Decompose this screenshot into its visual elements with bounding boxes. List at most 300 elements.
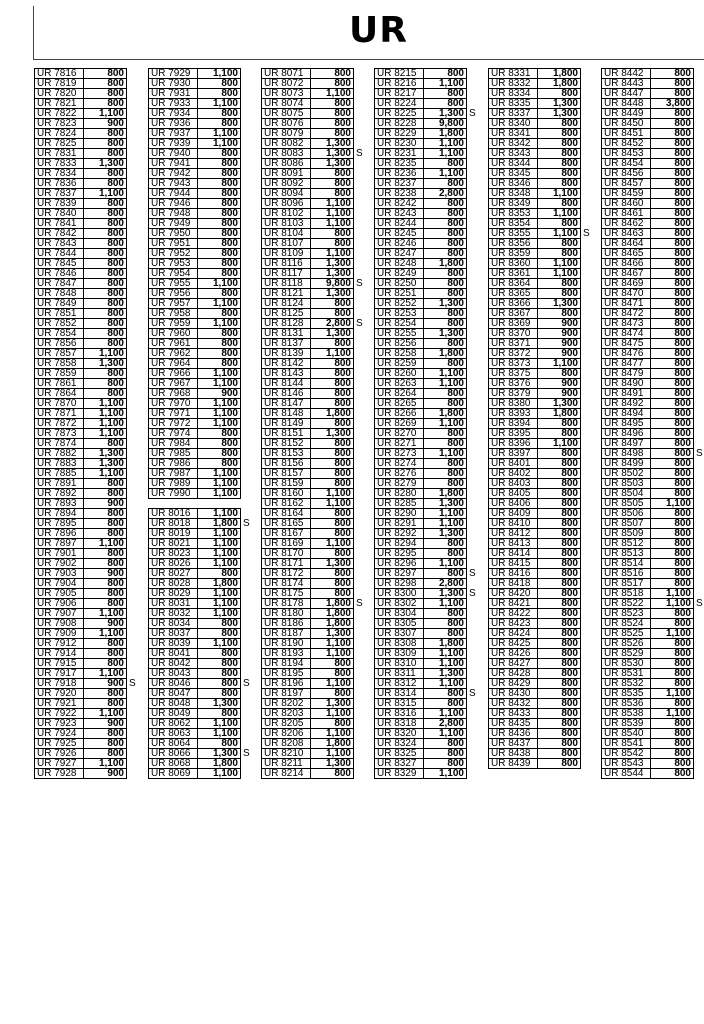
table-row <box>375 689 477 699</box>
item-code: UR 8541 <box>602 739 651 749</box>
item-flag <box>127 729 137 739</box>
item-flag <box>241 689 250 699</box>
item-flag <box>241 709 250 719</box>
item-price: 800 <box>651 289 694 299</box>
table-row <box>489 249 591 259</box>
item-code: UR 7908 <box>35 619 84 629</box>
item-flag: S <box>469 568 476 579</box>
item-code: UR 8430 <box>489 689 538 699</box>
table-row <box>149 689 250 699</box>
item-code: UR 7870 <box>35 399 84 409</box>
item-price: 800 <box>311 659 354 669</box>
table-row <box>262 99 364 109</box>
table-row <box>262 579 364 589</box>
item-flag <box>467 669 477 679</box>
item-code: UR 8086 <box>262 159 311 169</box>
item-code: UR 8032 <box>149 609 198 619</box>
item-flag <box>581 359 591 369</box>
item-flag <box>241 209 250 219</box>
item-flag <box>581 679 591 689</box>
table-row <box>149 509 250 519</box>
item-price: 800 <box>651 469 694 479</box>
table-row <box>602 669 704 679</box>
table-row <box>262 269 364 279</box>
table-row <box>489 429 591 439</box>
item-flag <box>354 659 364 669</box>
item-code: UR 8152 <box>262 439 311 449</box>
item-price: 800 <box>651 189 694 199</box>
item-flag <box>694 489 704 499</box>
table-row <box>35 539 137 549</box>
item-code: UR 7929 <box>149 69 198 79</box>
table-row <box>262 489 364 499</box>
item-code: UR 8310 <box>375 659 424 669</box>
item-price: 1,100 <box>651 599 694 609</box>
item-code: UR 8238 <box>375 189 424 199</box>
item-price: 800 <box>198 339 241 349</box>
table-row <box>375 109 477 119</box>
item-price: 800 <box>424 289 467 299</box>
item-price: 800 <box>651 439 694 449</box>
item-flag <box>354 389 364 399</box>
table-row <box>262 129 364 139</box>
item-flag <box>581 579 591 589</box>
item-code: UR 7924 <box>35 729 84 739</box>
item-price: 800 <box>651 349 694 359</box>
item-price: 800 <box>311 569 354 579</box>
table-row <box>602 739 704 749</box>
table-row <box>489 659 591 669</box>
table-row <box>375 749 477 759</box>
table-row <box>149 759 250 769</box>
item-price: 800 <box>198 329 241 339</box>
item-code: UR 8149 <box>262 419 311 429</box>
price-column <box>261 68 364 779</box>
item-code: UR 8016 <box>149 509 198 519</box>
item-price: 800 <box>84 389 127 399</box>
item-flag <box>241 109 250 119</box>
item-code: UR 8475 <box>602 339 651 349</box>
table-row <box>489 559 591 569</box>
item-price: 1,100 <box>424 379 467 389</box>
item-flag <box>127 259 137 269</box>
item-code: UR 8477 <box>602 359 651 369</box>
item-code: UR 8156 <box>262 459 311 469</box>
item-flag <box>241 399 250 409</box>
item-price: 1,300 <box>311 159 354 169</box>
item-price: 800 <box>424 569 467 579</box>
item-price: 800 <box>538 509 581 519</box>
item-flag <box>354 619 364 629</box>
item-flag <box>127 499 137 509</box>
item-code: UR 8353 <box>489 209 538 219</box>
item-code: UR 7925 <box>35 739 84 749</box>
item-flag: S <box>243 678 250 689</box>
table-row <box>489 709 591 719</box>
table-row <box>602 749 704 759</box>
table-row <box>489 639 591 649</box>
table-row <box>375 649 477 659</box>
item-flag <box>581 539 591 549</box>
item-price: 800 <box>84 269 127 279</box>
item-code: UR 8471 <box>602 299 651 309</box>
item-code: UR 7816 <box>35 69 84 79</box>
table-row <box>149 209 250 219</box>
item-price: 1,300 <box>424 109 467 119</box>
item-flag <box>241 469 250 479</box>
item-price: 800 <box>651 739 694 749</box>
item-code: UR 7833 <box>35 159 84 169</box>
item-price: 800 <box>84 729 127 739</box>
table-row <box>35 89 137 99</box>
item-code: UR 8443 <box>602 79 651 89</box>
table-row <box>489 399 591 409</box>
item-price: 800 <box>311 309 354 319</box>
item-price: 800 <box>538 129 581 139</box>
item-code: UR 8294 <box>375 539 424 549</box>
item-code: UR 8308 <box>375 639 424 649</box>
table-row <box>262 89 364 99</box>
item-price: 800 <box>198 439 241 449</box>
item-code: UR 8526 <box>602 639 651 649</box>
item-price: 800 <box>538 219 581 229</box>
item-code: UR 8271 <box>375 439 424 449</box>
table-row <box>489 619 591 629</box>
item-code: UR 7892 <box>35 489 84 499</box>
table-row <box>262 229 364 239</box>
item-code: UR 8029 <box>149 589 198 599</box>
table-row <box>262 119 364 129</box>
item-code: UR 8422 <box>489 609 538 619</box>
table-row <box>35 619 137 629</box>
table-row <box>375 149 477 159</box>
item-code: UR 8102 <box>262 209 311 219</box>
item-flag <box>354 699 364 709</box>
item-code: UR 8291 <box>375 519 424 529</box>
item-price: 800 <box>84 229 127 239</box>
item-code: UR 8304 <box>375 609 424 619</box>
item-code: UR 8018 <box>149 519 198 529</box>
item-code: UR 8424 <box>489 629 538 639</box>
table-row <box>149 559 250 569</box>
item-price: 1,100 <box>311 539 354 549</box>
item-code: UR 8137 <box>262 339 311 349</box>
item-price: 1,100 <box>424 519 467 529</box>
table-row <box>35 509 137 519</box>
item-price: 1,100 <box>311 639 354 649</box>
item-flag <box>241 429 250 439</box>
item-flag <box>581 189 591 199</box>
price-table <box>148 68 250 779</box>
item-flag <box>127 129 137 139</box>
item-code: UR 7946 <box>149 199 198 209</box>
item-flag <box>241 159 250 169</box>
item-price: 1,100 <box>84 349 127 359</box>
item-code: UR 7872 <box>35 419 84 429</box>
item-flag <box>241 729 250 739</box>
table-row <box>375 159 477 169</box>
item-flag <box>241 759 250 769</box>
item-code: UR 8248 <box>375 259 424 269</box>
table-row <box>602 159 704 169</box>
table-row <box>489 469 591 479</box>
item-price: 1,100 <box>651 629 694 639</box>
item-flag: S <box>583 228 590 239</box>
item-code: UR 7831 <box>35 149 84 159</box>
item-code: UR 8309 <box>375 649 424 659</box>
item-price: 800 <box>198 709 241 719</box>
item-code: UR 7841 <box>35 219 84 229</box>
item-price: 1,800 <box>424 259 467 269</box>
item-flag <box>354 199 364 209</box>
table-row <box>262 719 364 729</box>
item-flag <box>467 499 477 509</box>
item-price: 800 <box>651 539 694 549</box>
item-price: 1,800 <box>311 409 354 419</box>
item-price: 9,800 <box>424 119 467 129</box>
table-row <box>375 379 477 389</box>
item-code: UR 8225 <box>375 109 424 119</box>
item-flag <box>694 149 704 159</box>
item-price: 1,100 <box>424 369 467 379</box>
item-flag <box>694 219 704 229</box>
item-flag <box>581 569 591 579</box>
item-flag <box>467 339 477 349</box>
item-flag <box>467 769 477 779</box>
item-price: 1,300 <box>424 669 467 679</box>
item-price: 1,300 <box>311 259 354 269</box>
item-code: UR 8300 <box>375 589 424 599</box>
item-flag <box>127 529 137 539</box>
item-price: 900 <box>538 339 581 349</box>
table-row <box>602 389 704 399</box>
item-flag <box>581 139 591 149</box>
item-price: 1,100 <box>198 639 241 649</box>
item-price: 800 <box>424 619 467 629</box>
item-flag <box>241 169 250 179</box>
table-row <box>35 499 137 509</box>
item-code: UR 8251 <box>375 289 424 299</box>
item-price: 800 <box>311 589 354 599</box>
item-price: 1,100 <box>651 589 694 599</box>
item-price: 900 <box>538 389 581 399</box>
item-flag <box>241 249 250 259</box>
item-code: UR 8244 <box>375 219 424 229</box>
table-row <box>149 679 250 689</box>
table-row <box>262 169 364 179</box>
table-row <box>35 159 137 169</box>
table-row <box>149 549 250 559</box>
item-flag <box>354 739 364 749</box>
item-code: UR 7861 <box>35 379 84 389</box>
item-price: 800 <box>424 179 467 189</box>
item-flag <box>467 289 477 299</box>
table-row <box>35 719 137 729</box>
item-code: UR 8380 <box>489 399 538 409</box>
table-row <box>602 479 704 489</box>
item-flag <box>467 439 477 449</box>
table-row <box>35 339 137 349</box>
table-row <box>489 309 591 319</box>
table-row <box>375 589 477 599</box>
item-code: UR 8532 <box>602 679 651 689</box>
table-row <box>262 529 364 539</box>
item-price: 800 <box>651 209 694 219</box>
item-flag <box>694 239 704 249</box>
table-row <box>35 679 137 689</box>
item-price: 800 <box>198 169 241 179</box>
item-code: UR 8186 <box>262 619 311 629</box>
table-row <box>149 479 250 489</box>
item-code: UR 8525 <box>602 629 651 639</box>
table-row <box>262 569 364 579</box>
table-row <box>602 89 704 99</box>
table-row <box>262 79 364 89</box>
table-row <box>489 759 591 769</box>
item-price: 1,300 <box>311 429 354 439</box>
item-flag <box>127 319 137 329</box>
table-row <box>262 359 364 369</box>
table-row <box>262 379 364 389</box>
item-flag <box>694 429 704 439</box>
item-price: 800 <box>84 479 127 489</box>
item-code: UR 8432 <box>489 699 538 709</box>
item-code: UR 8428 <box>489 669 538 679</box>
item-code: UR 8068 <box>149 759 198 769</box>
item-price: 800 <box>538 669 581 679</box>
item-price: 900 <box>84 569 127 579</box>
table-row <box>262 659 364 669</box>
item-price: 800 <box>424 209 467 219</box>
table-row <box>262 279 364 289</box>
item-price: 800 <box>311 519 354 529</box>
item-price: 1,300 <box>311 559 354 569</box>
item-price: 1,100 <box>198 369 241 379</box>
item-code: UR 7891 <box>35 479 84 489</box>
item-price: 1,100 <box>424 599 467 609</box>
item-code: UR 8165 <box>262 519 311 529</box>
item-code: UR 8104 <box>262 229 311 239</box>
table-row <box>602 529 704 539</box>
item-price: 800 <box>538 739 581 749</box>
item-price: 800 <box>198 259 241 269</box>
item-code: UR 8197 <box>262 689 311 699</box>
item-price: 800 <box>651 409 694 419</box>
item-flag <box>241 479 250 489</box>
table-row <box>602 359 704 369</box>
table-row <box>602 709 704 719</box>
item-price: 1,100 <box>198 379 241 389</box>
item-flag <box>694 469 704 479</box>
item-price: 800 <box>424 759 467 769</box>
item-flag <box>241 359 250 369</box>
table-row <box>489 489 591 499</box>
item-price: 900 <box>538 329 581 339</box>
table-row <box>602 79 704 89</box>
item-flag <box>354 369 364 379</box>
item-price: 800 <box>651 699 694 709</box>
item-flag <box>467 319 477 329</box>
item-price: 800 <box>311 69 354 79</box>
item-flag <box>467 139 477 149</box>
table-row <box>149 179 250 189</box>
item-code: UR 8465 <box>602 249 651 259</box>
item-code: UR 8396 <box>489 439 538 449</box>
item-flag <box>127 629 137 639</box>
item-code: UR 8436 <box>489 729 538 739</box>
item-flag <box>694 329 704 339</box>
item-flag <box>354 239 364 249</box>
item-price: 800 <box>84 489 127 499</box>
item-code: UR 8043 <box>149 669 198 679</box>
table-row <box>489 339 591 349</box>
table-row <box>262 549 364 559</box>
table-row <box>262 599 364 609</box>
item-flag <box>467 619 477 629</box>
item-price: 1,100 <box>424 679 467 689</box>
item-price: 800 <box>651 559 694 569</box>
item-flag: S <box>243 748 250 759</box>
item-flag <box>354 479 364 489</box>
table-row <box>489 229 591 239</box>
item-code: UR 7967 <box>149 379 198 389</box>
table-row <box>35 169 137 179</box>
item-flag <box>694 419 704 429</box>
item-code: UR 7939 <box>149 139 198 149</box>
item-code: UR 8116 <box>262 259 311 269</box>
table-row <box>375 369 477 379</box>
item-code: UR 8509 <box>602 529 651 539</box>
item-code: UR 8107 <box>262 239 311 249</box>
item-flag <box>241 179 250 189</box>
item-code: UR 8214 <box>262 769 311 779</box>
item-flag <box>581 369 591 379</box>
item-price: 800 <box>311 189 354 199</box>
item-code: UR 8034 <box>149 619 198 629</box>
item-price: 800 <box>651 279 694 289</box>
item-price: 800 <box>198 149 241 159</box>
item-price: 800 <box>538 519 581 529</box>
table-row <box>489 159 591 169</box>
table-row <box>149 459 250 469</box>
item-price: 800 <box>538 119 581 129</box>
table-row <box>489 349 591 359</box>
item-price: 800 <box>311 389 354 399</box>
table-row <box>375 529 477 539</box>
item-code: UR 7961 <box>149 339 198 349</box>
table-row <box>149 639 250 649</box>
table-row <box>35 389 137 399</box>
table-row <box>602 769 704 779</box>
item-price: 1,100 <box>198 609 241 619</box>
item-flag <box>127 609 137 619</box>
table-row <box>149 709 250 719</box>
table-row <box>149 669 250 679</box>
item-flag <box>581 739 591 749</box>
item-price: 900 <box>538 319 581 329</box>
item-price: 800 <box>198 309 241 319</box>
item-flag <box>581 499 591 509</box>
item-code: UR 7941 <box>149 159 198 169</box>
table-row <box>35 749 137 759</box>
item-flag <box>241 769 250 779</box>
item-code: UR 8228 <box>375 119 424 129</box>
item-flag <box>467 539 477 549</box>
item-price: 1,800 <box>424 639 467 649</box>
item-flag <box>467 279 477 289</box>
table-row <box>149 79 250 89</box>
table-row <box>262 109 364 119</box>
